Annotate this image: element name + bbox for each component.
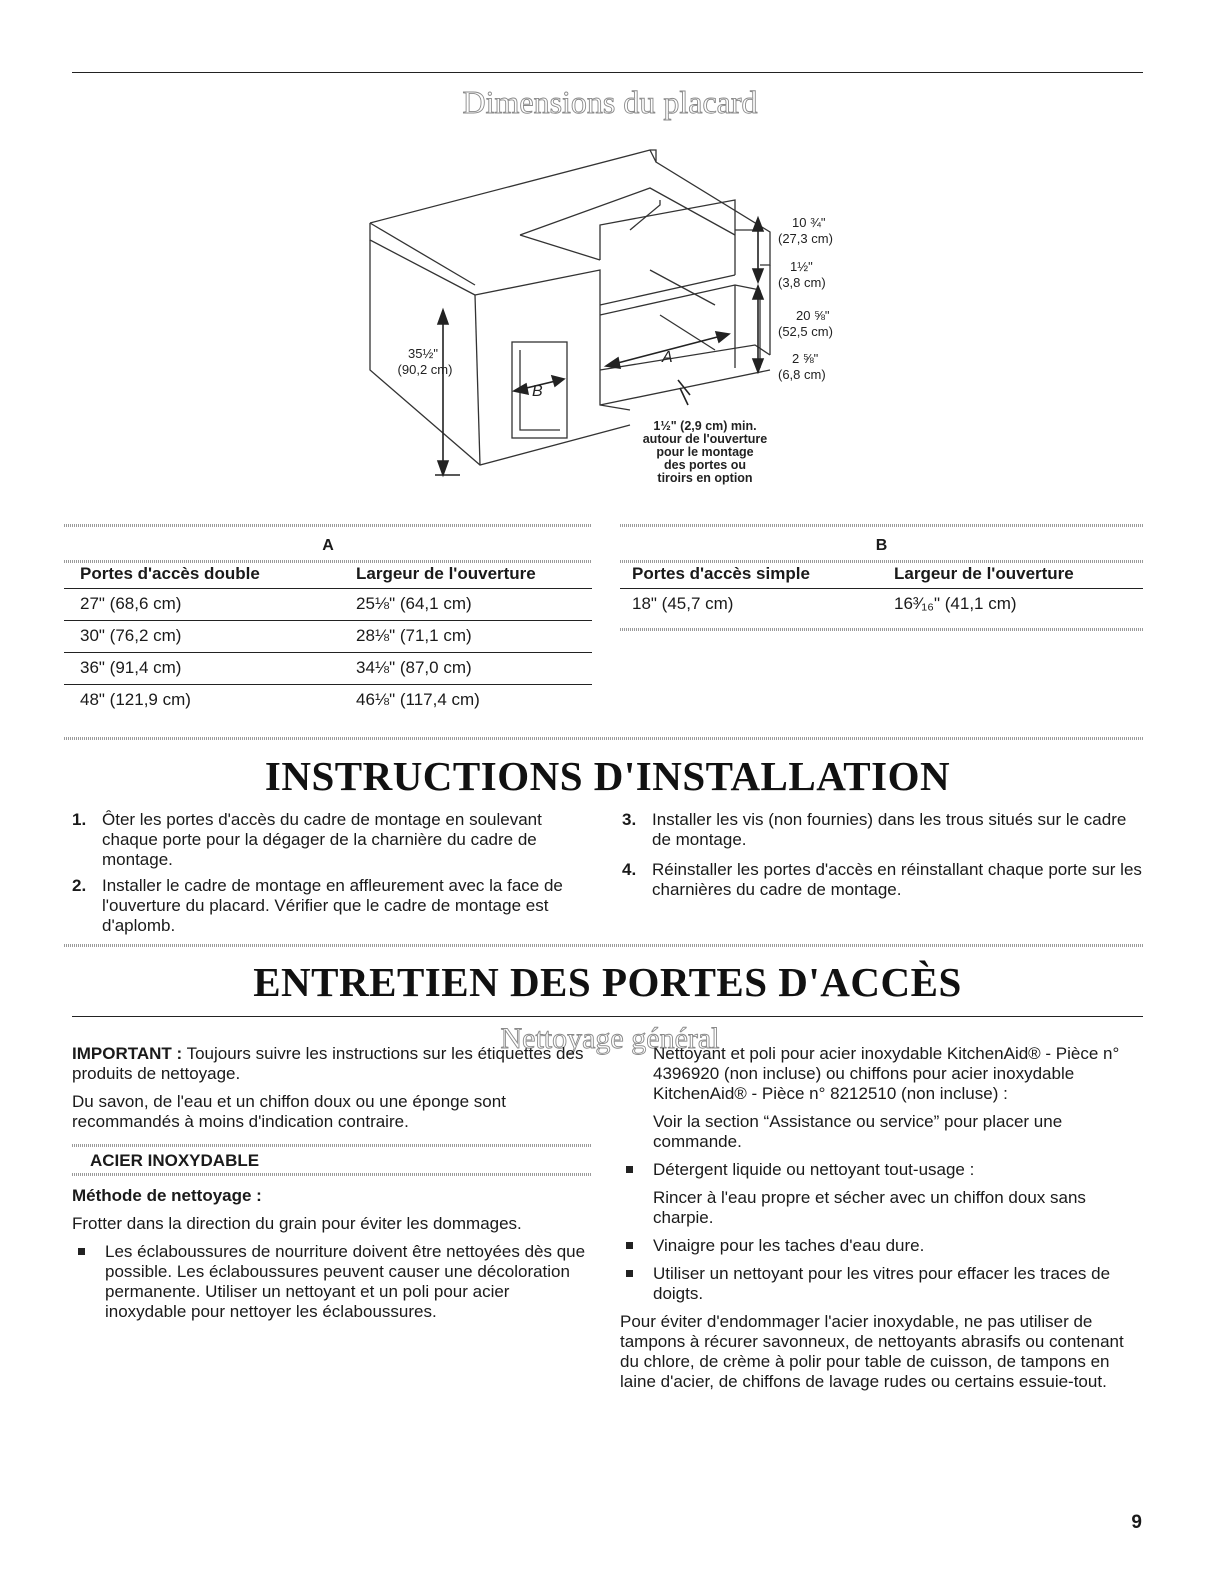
install-title: INSTRUCTIONS D'INSTALLATION — [264, 753, 951, 799]
steel-heading-rule — [72, 1144, 592, 1147]
bullet-icon — [626, 1242, 633, 1249]
table-b-header-doors: Portes d'accès simple — [620, 559, 894, 589]
install-step — [72, 876, 592, 936]
label-a: A — [662, 349, 673, 366]
bullet-text: Utiliser un nettoyant pour les vitres pour effacer les traces de doigts. — [653, 1264, 1111, 1303]
method-text: Frotter dans la direction du grain pour éviter les dommages. — [72, 1214, 522, 1233]
table-cell: 48" (121,9 cm) — [64, 685, 356, 717]
table-row — [64, 621, 592, 653]
table-cell: 27" (68,6 cm) — [64, 589, 356, 621]
install-step — [72, 810, 592, 870]
table-cell: 18" (45,7 cm) — [620, 589, 894, 621]
care-right-column — [620, 1044, 1143, 1400]
step-number: 4. — [622, 860, 637, 879]
diagram-labels — [398, 215, 833, 400]
install-steps-left — [72, 810, 592, 942]
care-top-rule — [64, 944, 1143, 947]
care-rule — [72, 1016, 1143, 1017]
bullet-icon — [626, 1166, 633, 1173]
dim2-label: 1½" — [790, 259, 813, 274]
table-b-bottom-rule — [620, 628, 1143, 631]
bullet-icon — [626, 1270, 633, 1277]
method-heading: Méthode de nettoyage : — [72, 1186, 262, 1205]
section-title: Dimensions du placard — [462, 84, 758, 120]
install-step — [622, 860, 1142, 900]
table-cell: 16³⁄₁₆" (41,1 cm) — [894, 589, 1143, 621]
bullet-icon — [78, 1248, 85, 1255]
warning-text: Pour éviter d'endommager l'acier inoxydable, ne pas utiliser de tampons à récurer savonneux, de nettoyants abrasifs ou contenant du chlore, de crème à polir pour table de cuisson, de tampons en laine d'acier, de chiffons de lavage rudes ou certains essuie-tout. — [620, 1312, 1124, 1391]
dim1-cm-label: (27,3 cm) — [778, 231, 833, 246]
care-left-column — [72, 1044, 592, 1330]
step-text: Installer les vis (non fournies) dans les trous situés sur le cadre de montage. — [652, 810, 1127, 849]
table-row — [64, 653, 592, 685]
table-cell: 34⅛" (87,0 cm) — [356, 653, 592, 685]
table-row — [64, 589, 592, 621]
note-line-4: des portes ou — [664, 458, 746, 472]
step-number: 2. — [72, 876, 87, 895]
note-line-3: pour le montage — [656, 445, 754, 459]
dim2-cm-label: (3,8 cm) — [778, 275, 826, 290]
table-a — [64, 529, 592, 716]
dim3-cm-label: (52,5 cm) — [778, 324, 833, 339]
top-rule — [72, 72, 1143, 73]
height-label: 35½" — [408, 346, 438, 361]
step-number: 1. — [72, 810, 87, 829]
table-row — [64, 685, 592, 717]
table-cell: 25⅛" (64,1 cm) — [356, 589, 592, 621]
table-b-top-rule — [620, 524, 1143, 527]
note-line-5: tiroirs en option — [657, 471, 753, 485]
soap-paragraph: Du savon, de l'eau et un chiffon doux ou une éponge sont recommandés à moins d'indication contraire. — [72, 1092, 506, 1131]
bullet-text: Détergent liquide ou nettoyant tout-usage : — [653, 1160, 975, 1179]
note-line-2: autour de l'ouverture — [642, 432, 768, 446]
bullet-text: Vinaigre pour les taches d'eau dure. — [653, 1236, 925, 1255]
dim3-label: 20 ⅝" — [796, 308, 830, 323]
dim1-label: 10 ¾" — [792, 215, 826, 230]
table-cell: 28⅛" (71,1 cm) — [356, 621, 592, 653]
care-title: ENTRETIEN DES PORTES D'ACCÈS — [253, 959, 962, 1005]
cabinet-dimensions-diagram — [360, 140, 880, 490]
product-intro: Nettoyant et poli pour acier inoxydable KitchenAid® - Pièce n° 4396920 (non incluse) ou chiffons pour acier inoxydable KitchenAid® - Pièce n° 8212510 (non incluse) : — [653, 1044, 1120, 1103]
label-b: B — [532, 383, 543, 400]
important-paragraph — [72, 1044, 592, 1084]
table-cell: 46⅛" (117,4 cm) — [356, 685, 592, 717]
table-a-group-label: A — [322, 537, 334, 554]
table-row — [620, 589, 1143, 621]
dim4-cm-label: (6,8 cm) — [778, 367, 826, 382]
steel-heading: ACIER INOXYDABLE — [90, 1151, 260, 1170]
list-item — [620, 1236, 1143, 1256]
care-subtitle: Nettoyage général — [500, 1022, 720, 1055]
table-a-header-width: Largeur de l'ouverture — [356, 559, 592, 589]
height-label-cm: (90,2 cm) — [397, 362, 453, 377]
page-number: 9 — [1131, 1512, 1142, 1533]
service-text: Voir la section “Assistance ou service” pour placer une commande. — [653, 1112, 1063, 1151]
bullet-text: Les éclaboussures de nourriture doivent être nettoyées dès que possible. Les éclaboussures peuvent causer une décoloration permanente. Utiliser un nettoyant et un poli pour acier inoxydable pour nettoyer les éclaboussures. — [105, 1242, 586, 1321]
diagram-note — [643, 419, 768, 485]
important-label: IMPORTANT : — [72, 1044, 183, 1063]
step-number: 3. — [622, 810, 637, 829]
table-cell: 36" (91,4 cm) — [64, 653, 356, 685]
list-item — [72, 1242, 592, 1322]
table-b-group-label: B — [875, 537, 888, 554]
step-text: Installer le cadre de montage en affleurement avec la face de l'ouverture du placard. Vérifier que le cadre de montage est d'aplomb. — [102, 876, 563, 935]
install-steps-right — [622, 810, 1142, 906]
install-top-rule — [64, 737, 1143, 740]
list-item — [620, 1264, 1143, 1304]
dim4-label: 2 ⅝" — [792, 351, 819, 366]
list-item — [620, 1160, 1143, 1180]
table-b — [620, 529, 1143, 620]
step-text: Réinstaller les portes d'accès en réinstallant chaque porte sur les charnières du cadre de montage. — [652, 860, 1142, 899]
table-a-header-doors: Portes d'accès double — [64, 559, 356, 589]
steel-heading-rule-bottom — [72, 1173, 592, 1176]
table-a-top-rule — [64, 524, 592, 527]
bullet-subtext: Rincer à l'eau propre et sécher avec un chiffon doux sans charpie. — [653, 1188, 1086, 1227]
table-b-header-width: Largeur de l'ouverture — [894, 559, 1143, 589]
note-line-1: 1½" (2,9 cm) min. — [653, 419, 757, 433]
table-cell: 30" (76,2 cm) — [64, 621, 356, 653]
step-text: Ôter les portes d'accès du cadre de montage en soulevant chaque porte pour la dégager de la charnière du cadre de montage. — [102, 810, 542, 869]
install-step — [622, 810, 1142, 850]
important-text: Toujours suivre les instructions sur les étiquettes des produits de nettoyage. — [72, 1044, 584, 1083]
cabinet-outline — [370, 150, 770, 465]
